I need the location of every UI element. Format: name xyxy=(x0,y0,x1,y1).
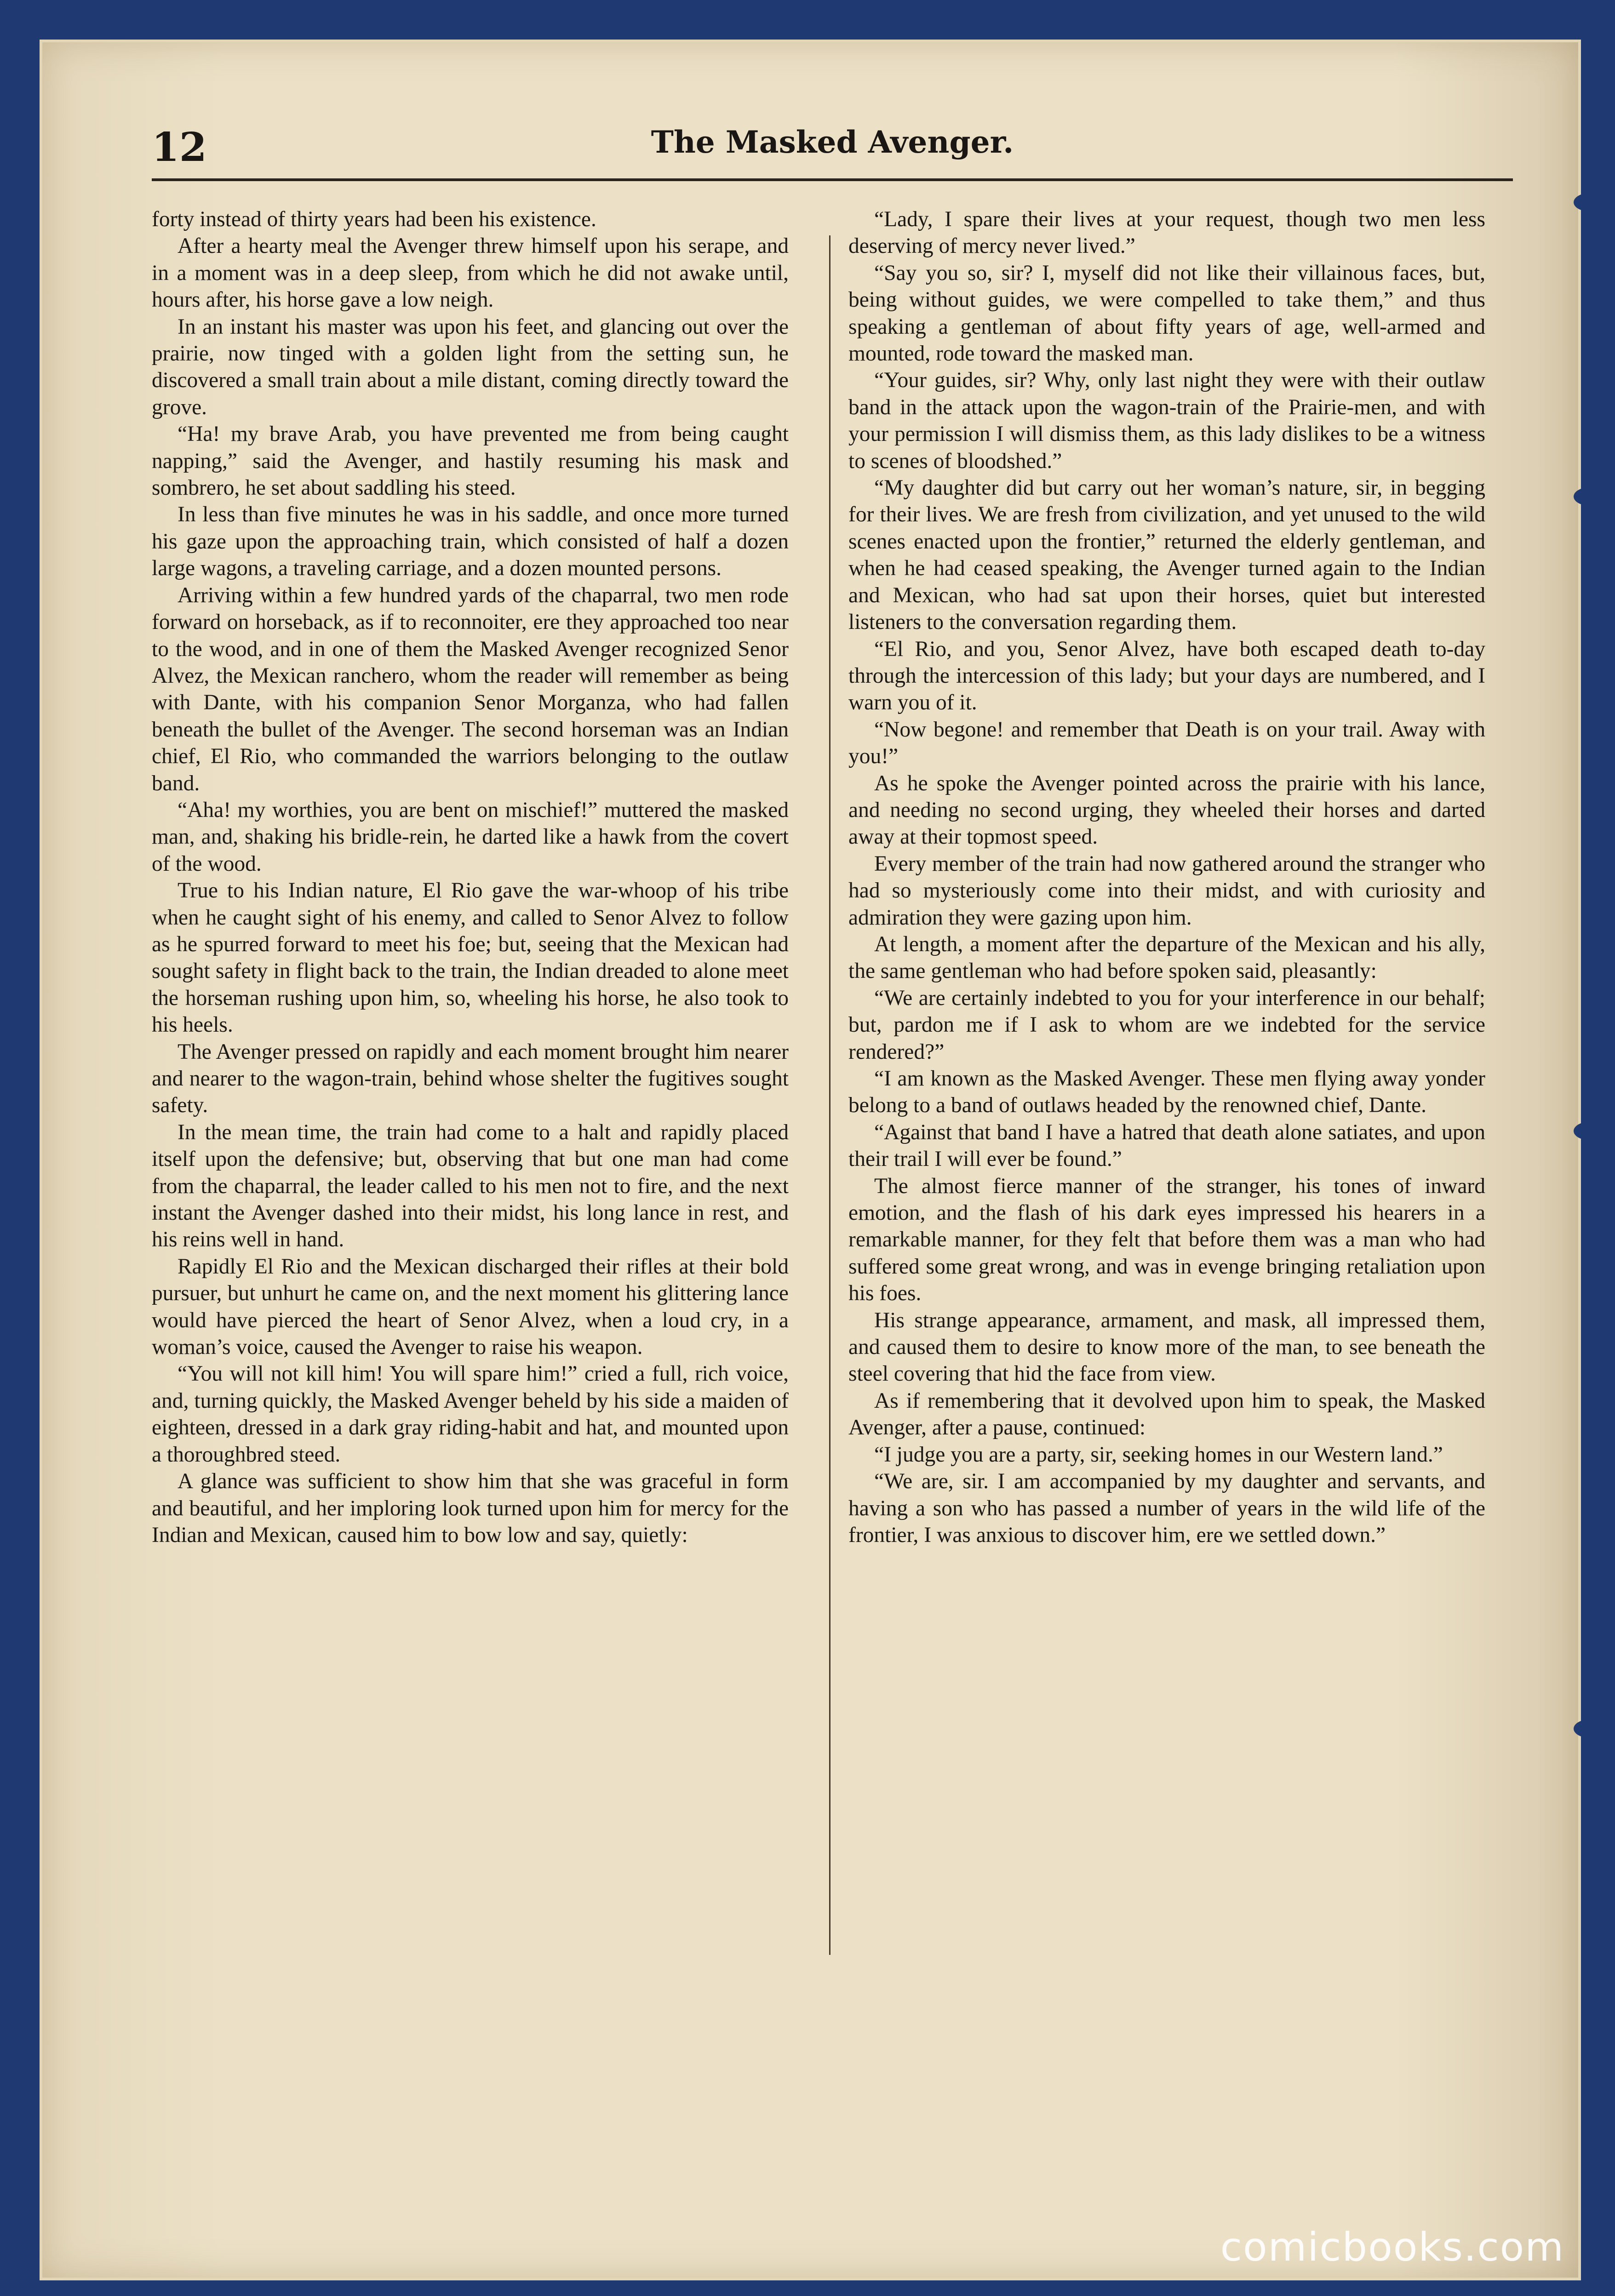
binding-hole xyxy=(1574,1719,1606,1738)
paragraph: “Ha! my brave Arab, you have prevented me from being caught napping,” said the Avenger, and hastily resuming his mask and sombrero, he set about saddling his steed. xyxy=(152,422,789,500)
column-divider xyxy=(829,235,830,1955)
header-rule xyxy=(152,178,1513,181)
binding-hole xyxy=(1574,487,1606,506)
paragraph: “El Rio, and you, Senor Alvez, have both escaped death to-day through the intercession of this lady; but your days are numbered, and I warn you of it. xyxy=(848,637,1485,715)
paragraph: Every member of the train had now gathered around the stranger who had so mysteriously come into their midst, and with curiosity and admiration they were gazing upon him. xyxy=(848,851,1485,930)
paragraph: His strange appearance, armament, and mask, all impressed them, and caused them to desire to know more of the man, to see beneath the steel covering that hid the face from view. xyxy=(848,1308,1485,1386)
paragraph: “We are, sir. I am accompanied by my daughter and servants, and having a son who has passed a number of years in the wild life of the frontier, I was anxious to discover him, ere we settled down.” xyxy=(848,1469,1485,1547)
paragraph: “My daughter did but carry out her woman’s nature, sir, in begging for their lives. We are fresh from civilization, and yet unused to the wild scenes enacted upon the frontier,” returned the elderly gentleman, and when he had ceased speaking, the Avenger turned again to the Indian and Mexican, who had sat upon their horses, quiet but interested listeners to the conversation regarding them. xyxy=(848,476,1485,634)
paragraph: “You will not kill him! You will spare him!” cried a full, rich voice, and, turning quickly, the Masked Avenger beheld by his side a maiden of eighteen, dressed in a dark gray riding-habit and hat, and mounted upon a thoroughbred steed. xyxy=(152,1362,789,1467)
binding-hole xyxy=(1574,1122,1606,1140)
paragraph: forty instead of thirty years had been his existence. xyxy=(152,207,596,231)
paragraph: A glance was sufficient to show him that she was graceful in form and beautiful, and her imploring look turned upon him for mercy for the Indian and Mexican, caused him to bow low and say, quietly: xyxy=(152,1469,789,1547)
right-column xyxy=(848,206,1485,2247)
running-title: The Masked Avenger. xyxy=(651,124,1014,160)
paragraph: After a hearty meal the Avenger threw himself upon his serape, and in a moment was in a deep sleep, from which he did not awake until, hours after, his horse gave a low neigh. xyxy=(152,234,789,312)
paragraph: Arriving within a few hundred yards of the chaparral, two men rode forward on horseback, as if to reconnoiter, ere they approached too near to the wood, and in one of them the Masked Avenger recognized Senor Alvez, the Mexican ranchero, whom the reader will remember as being with Dante, with his companion Senor Morganza, who had fallen beneath the bullet of the Avenger. The second horseman was an Indian chief, El Rio, who commanded the warriors belonging to the outlaw band. xyxy=(152,583,789,795)
paragraph: “Aha! my worthies, you are bent on mischief!” muttered the masked man, and, shaking his bridle-rein, he darted like a hawk from the covert of the wood. xyxy=(152,798,789,876)
paragraph: “I judge you are a party, sir, seeking homes in our Western land.” xyxy=(874,1442,1443,1467)
paragraph: “Say you so, sir? I, myself did not like their villainous faces, but, being without guides, we were compelled to take them,” and thus speaking a gentleman of about fifty years of age, well-armed and mounted, rode toward the masked man. xyxy=(848,261,1485,366)
paragraph: In the mean time, the train had come to a halt and rapidly placed itself upon the defensive; but, observing that but one man had come from the chaparral, the leader called to his men not to fire, and the next instant the Avenger dashed into their midst, his long lance in rest, and his reins well in hand. xyxy=(152,1120,789,1252)
binding-hole xyxy=(1574,193,1606,211)
paragraph: “Against that band I have a hatred that death alone satiates, and upon their trail I will ever be found.” xyxy=(848,1120,1485,1171)
paragraph: As he spoke the Avenger pointed across the prairie with his lance, and needing no second urging, they wheeled their horses and darted away at their topmost speed. xyxy=(848,771,1485,849)
paragraph: Rapidly El Rio and the Mexican discharged their rifles at their bold pursuer, but unhurt he came on, and the next moment his glittering lance would have pierced the heart of Senor Alvez, when a loud cry, in a woman’s voice, caused the Avenger to raise his weapon. xyxy=(152,1254,789,1359)
left-column xyxy=(152,206,789,2247)
paragraph: “Lady, I spare their lives at your request, though two men less deserving of mercy never lived.” xyxy=(848,207,1485,258)
magazine-page xyxy=(42,42,1578,2278)
page-number: 12 xyxy=(152,124,207,171)
paragraph: As if remembering that it devolved upon him to speak, the Masked Avenger, after a pause, continued: xyxy=(848,1388,1485,1440)
paragraph: In an instant his master was upon his feet, and glancing out over the prairie, now tinged with a golden light from the setting sun, he discovered a small train about a mile distant, coming directly toward the grove. xyxy=(152,314,789,419)
paragraph: “Now begone! and remember that Death is on your trail. Away with you!” xyxy=(848,717,1485,769)
watermark: comicbooks.com xyxy=(1220,2224,1564,2270)
paragraph: In less than five minutes he was in his saddle, and once more turned his gaze upon the approaching train, which consisted of half a dozen large wagons, a traveling carriage, and a dozen mounted persons. xyxy=(152,503,789,581)
page-header xyxy=(152,124,1513,198)
paragraph: At length, a moment after the departure of the Mexican and his ally, the same gentleman who had before spoken said, pleasantly: xyxy=(848,932,1485,983)
paragraph: The almost fierce manner of the stranger, his tones of inward emotion, and the flash of his dark eyes impressed his hearers in a remarkable manner, for they felt that before them was a man who had suffered some great wrong, and was in evenge bringing retaliation upon his foes. xyxy=(848,1174,1485,1306)
paragraph: “Your guides, sir? Why, only last night they were with their outlaw band in the attack upon the wagon-train of the Prairie-men, and with your permission I will dismiss them, as this lady dislikes to be a witness to scenes of bloodshed.” xyxy=(848,368,1485,473)
paragraph: The Avenger pressed on rapidly and each moment brought him nearer and nearer to the wagon-train, behind whose shelter the fugitives sought safety. xyxy=(152,1039,789,1118)
paragraph: True to his Indian nature, El Rio gave the war-whoop of his tribe when he caught sight of his enemy, and called to Senor Alvez to follow as he spurred forward to meet his foe; but, seeing that the Mexican had sought safety in flight back to the train, the Indian dreaded to alone meet the horseman rushing upon him, so, wheeling his horse, he also took to his heels. xyxy=(152,879,789,1037)
paragraph: “We are certainly indebted to you for your interference in our behalf; but, pardon me if I ask to whom are we indebted for the service rendered?” xyxy=(848,986,1485,1064)
paragraph: “I am known as the Masked Avenger. These men flying away yonder belong to a band of outlaws headed by the renowned chief, Dante. xyxy=(848,1067,1485,1118)
